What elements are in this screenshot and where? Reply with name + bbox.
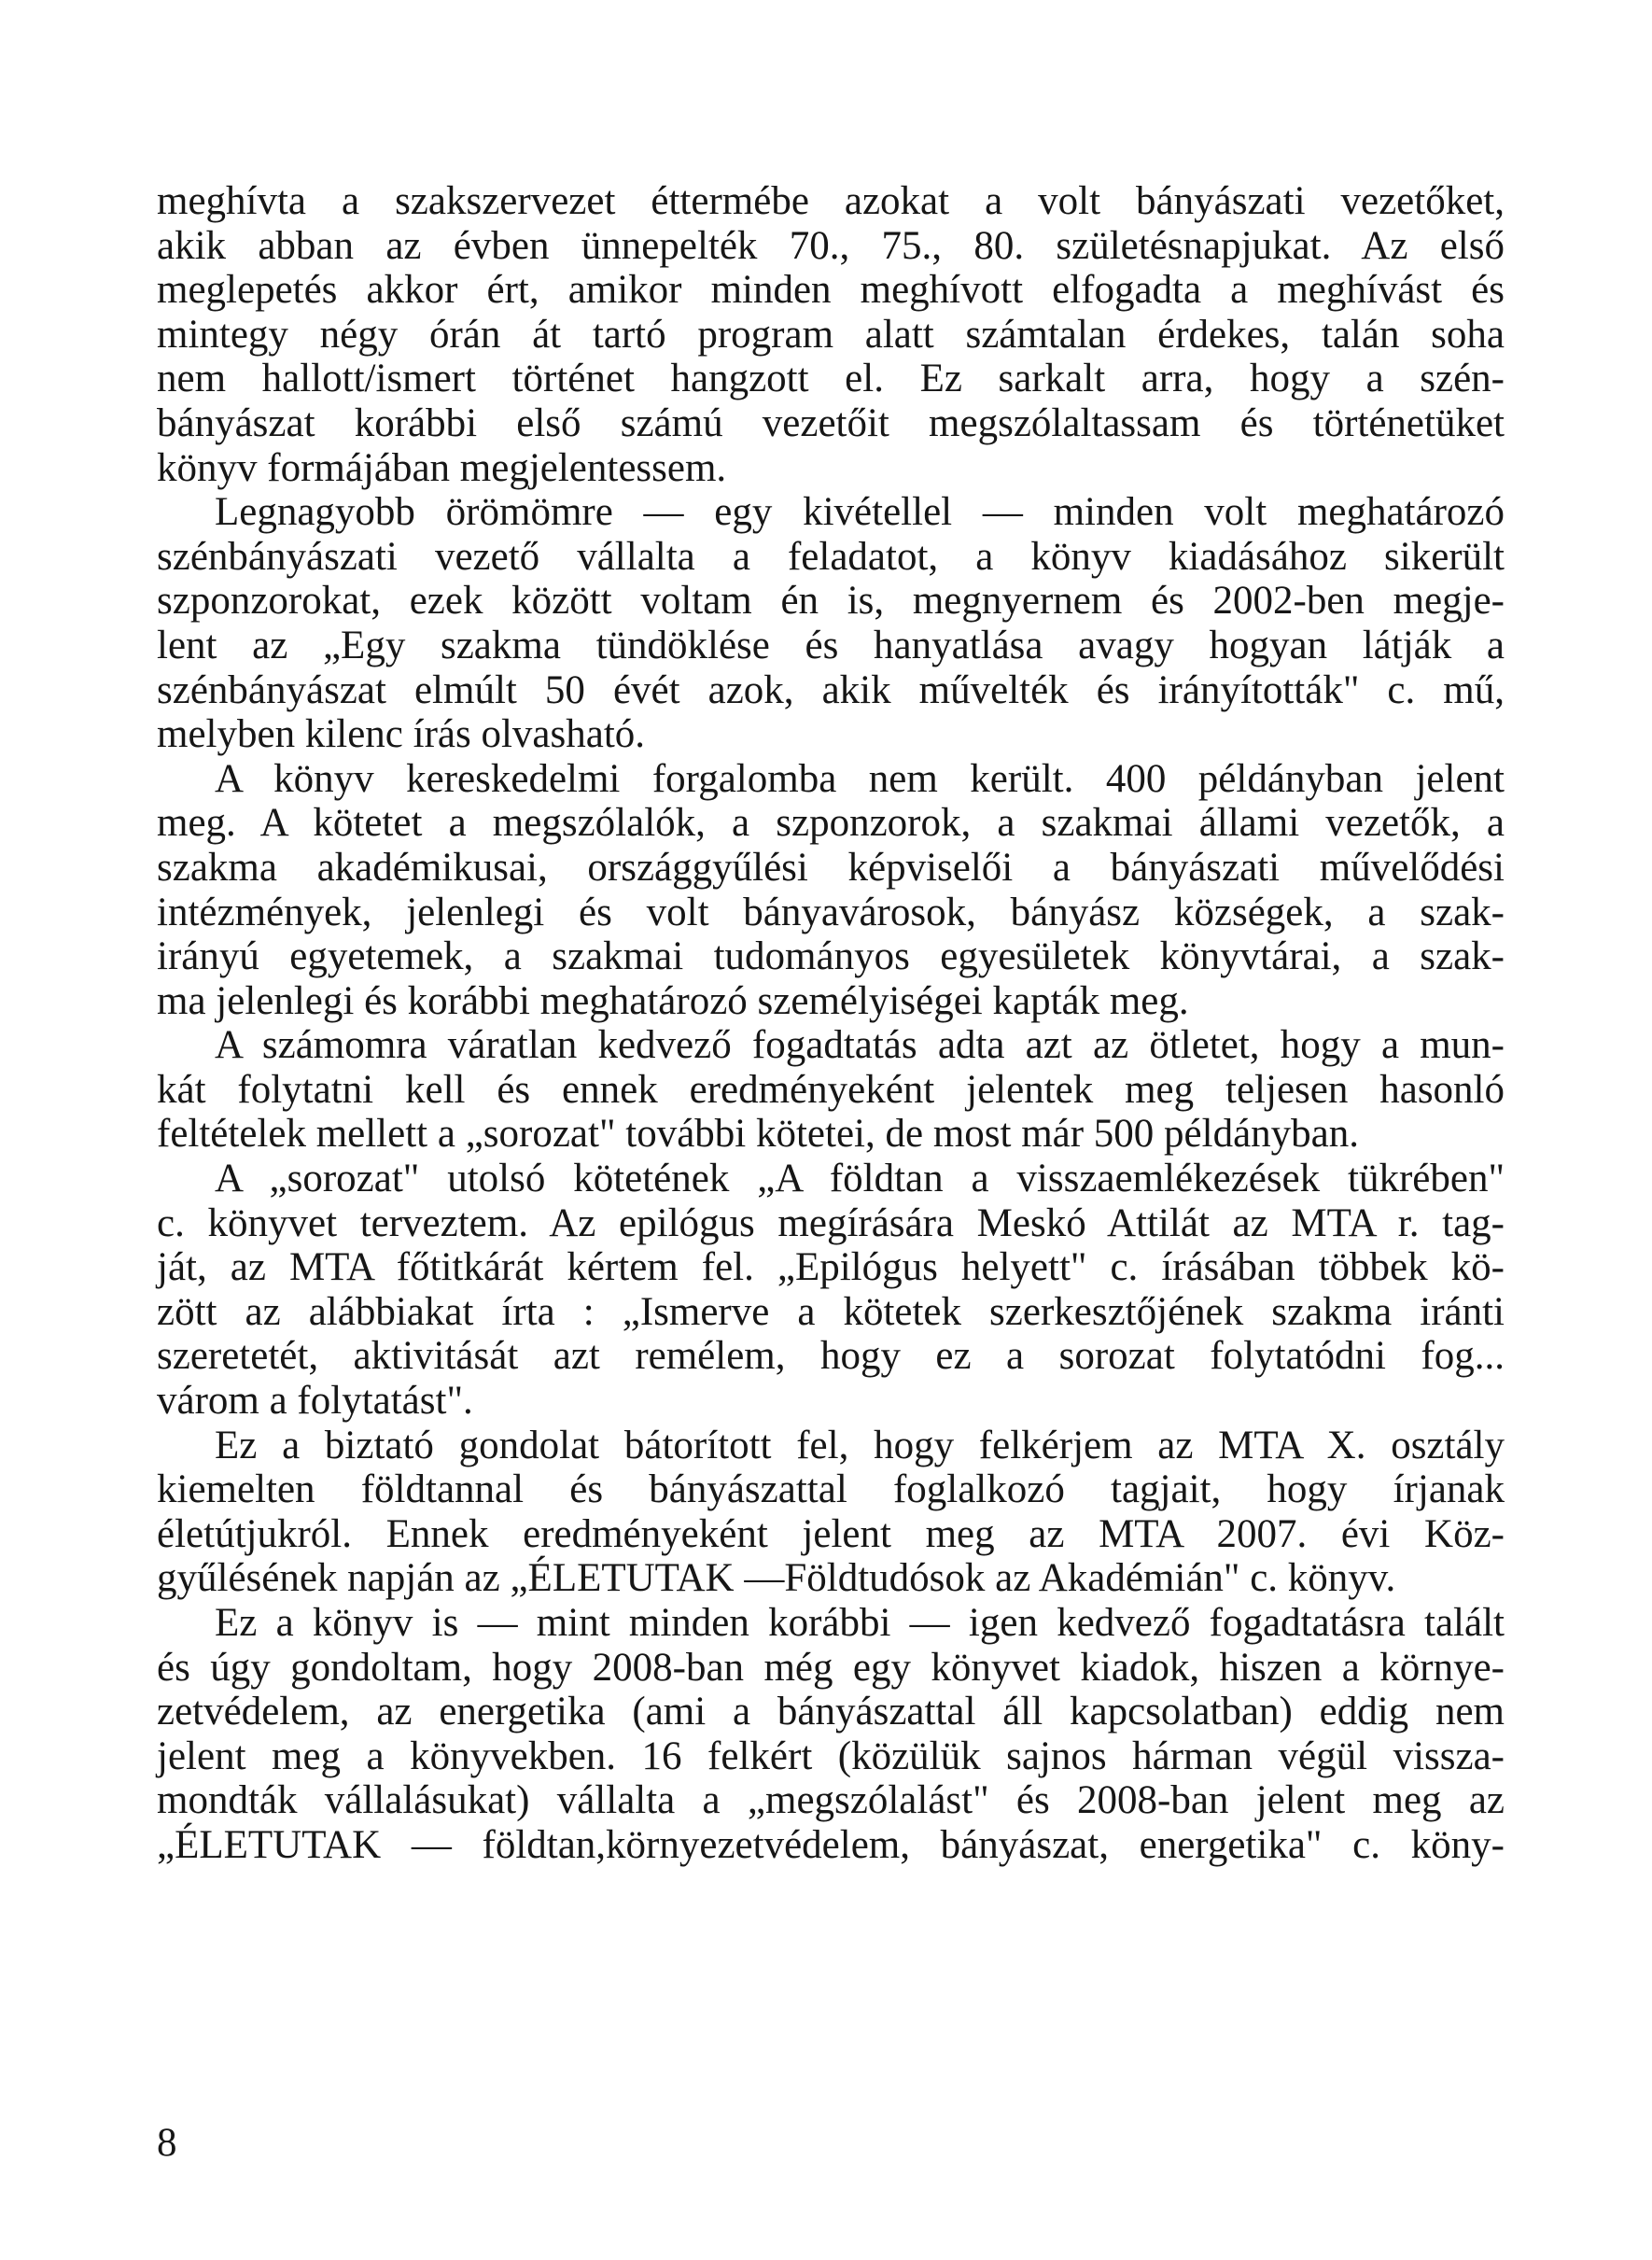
text-line: melyben kilenc írás olvasható.	[157, 712, 646, 757]
text-line: szakma akadémikusai, országgyűlési képviselői a bányászati művelődési	[157, 845, 1505, 890]
text-line: kát folytatni kell és ennek eredményeként jelentek meg teljesen hasonló	[157, 1067, 1505, 1112]
text-line: Legnagyobb örömömre — egy kivétellel — minden volt meghatározó	[215, 490, 1505, 535]
text-line: Ez a könyv is — mint minden korábbi — igen kedvező fogadtatásra talált	[215, 1601, 1505, 1645]
paragraph	[157, 179, 1505, 490]
text-line: meghívta a szakszervezet éttermébe azokat a volt bányászati vezetőket,	[157, 179, 1505, 223]
paragraph	[157, 1023, 1505, 1157]
paragraph	[157, 1601, 1505, 1868]
text-line: intézmények, jelenlegi és volt bányavárosok, bányász községek, a szak-	[157, 890, 1505, 934]
text-line: zetvédelem, az energetika (ami a bányászattal áll kapcsolatban) eddig nem	[157, 1690, 1505, 1734]
text-line: „ÉLETUTAK — földtan,környezetvédelem, bányászat, energetika" c. köny-	[157, 1822, 1505, 1867]
text-line: feltételek mellett a „sorozat" további kötetei, de most már 500 példányban.	[157, 1112, 1360, 1157]
text-line: szeretetét, aktivitását azt remélem, hogy ez a sorozat folytatódni fog...	[157, 1334, 1505, 1379]
paragraph	[157, 1157, 1505, 1424]
body-text	[157, 179, 1505, 1868]
text-line: ját, az MTA főtitkárát kértem fel. „Epilógus helyett" c. írásában többek kö-	[157, 1245, 1505, 1290]
text-line: várom a folytatást".	[157, 1379, 473, 1424]
text-line: meg. A kötetet a megszólalók, a szponzorok, a szakmai állami vezetők, a	[157, 801, 1505, 846]
text-line: könyv formájában megjelentessem.	[157, 445, 727, 490]
text-line: akik abban az évben ünnepelték 70., 75., 80. születésnapjukat. Az első	[157, 223, 1505, 268]
text-line: szénbányászati vezető vállalta a feladatot, a könyv kiadásához sikerült	[157, 534, 1505, 579]
text-line: ma jelenlegi és korábbi meghatározó személyiségei kapták meg.	[157, 978, 1189, 1023]
text-line: Ez a biztató gondolat bátorított fel, hogy felkérjem az MTA X. osztály	[215, 1423, 1505, 1467]
text-line: bányászat korábbi első számú vezetőit megszólaltassam és történetüket	[157, 400, 1505, 445]
text-line: szponzorokat, ezek között voltam én is, megnyernem és 2002-ben megje-	[157, 579, 1505, 624]
text-line: irányú egyetemek, a szakmai tudományos egyesületek könyvtárai, a szak-	[157, 934, 1505, 979]
text-line: mintegy négy órán át tartó program alatt számtalan érdekes, talán soha	[157, 312, 1505, 357]
text-line: lent az „Egy szakma tündöklése és hanyatlása avagy hogyan látják a	[157, 623, 1505, 667]
text-line: nem hallott/ismert történet hangzott el. Ez sarkalt arra, hogy a szén-	[157, 357, 1505, 401]
text-line: A könyv kereskedelmi forgalomba nem került. 400 példányban jelent	[215, 756, 1505, 801]
paragraph	[157, 490, 1505, 757]
text-line: gyűlésének napján az „ÉLETUTAK —Földtudósok az Akadémián" c. könyv.	[157, 1556, 1396, 1601]
text-line: A számomra váratlan kedvező fogadtatás adta azt az ötletet, hogy a mun-	[215, 1023, 1505, 1068]
text-line: szénbányászat elmúlt 50 évét azok, akik művelték és irányították" c. mű,	[157, 667, 1505, 712]
text-line: életútjukról. Ennek eredményeként jelent meg az MTA 2007. évi Köz-	[157, 1511, 1505, 1556]
text-line: A „sorozat" utolsó kötetének „A földtan a visszaemlékezések tükrében"	[215, 1157, 1505, 1201]
text-line: kiemelten földtannal és bányászattal foglalkozó tagjait, hogy írjanak	[157, 1467, 1505, 1512]
paragraph	[157, 1424, 1505, 1601]
text-line: zött az alábbiakat írta : „Ismerve a kötetek szerkesztőjének szakma iránti	[157, 1289, 1505, 1334]
text-line: mondták vállalásukat) vállalta a „megszólalást" és 2008-ban jelent meg az	[157, 1778, 1505, 1823]
text-line: jelent meg a könyvekben. 16 felkért (közülük sajnos hárman végül vissza-	[157, 1734, 1505, 1778]
paragraph	[157, 757, 1505, 1024]
page-number: 8	[157, 2121, 177, 2165]
text-line: és úgy gondoltam, hogy 2008-ban még egy könyvet kiadok, hiszen a környe-	[157, 1645, 1505, 1690]
text-line: c. könyvet terveztem. Az epilógus megírására Meskó Attilát az MTA r. tag-	[157, 1200, 1505, 1245]
text-line: meglepetés akkor ért, amikor minden meghívott elfogadta a meghívást és	[157, 268, 1505, 313]
